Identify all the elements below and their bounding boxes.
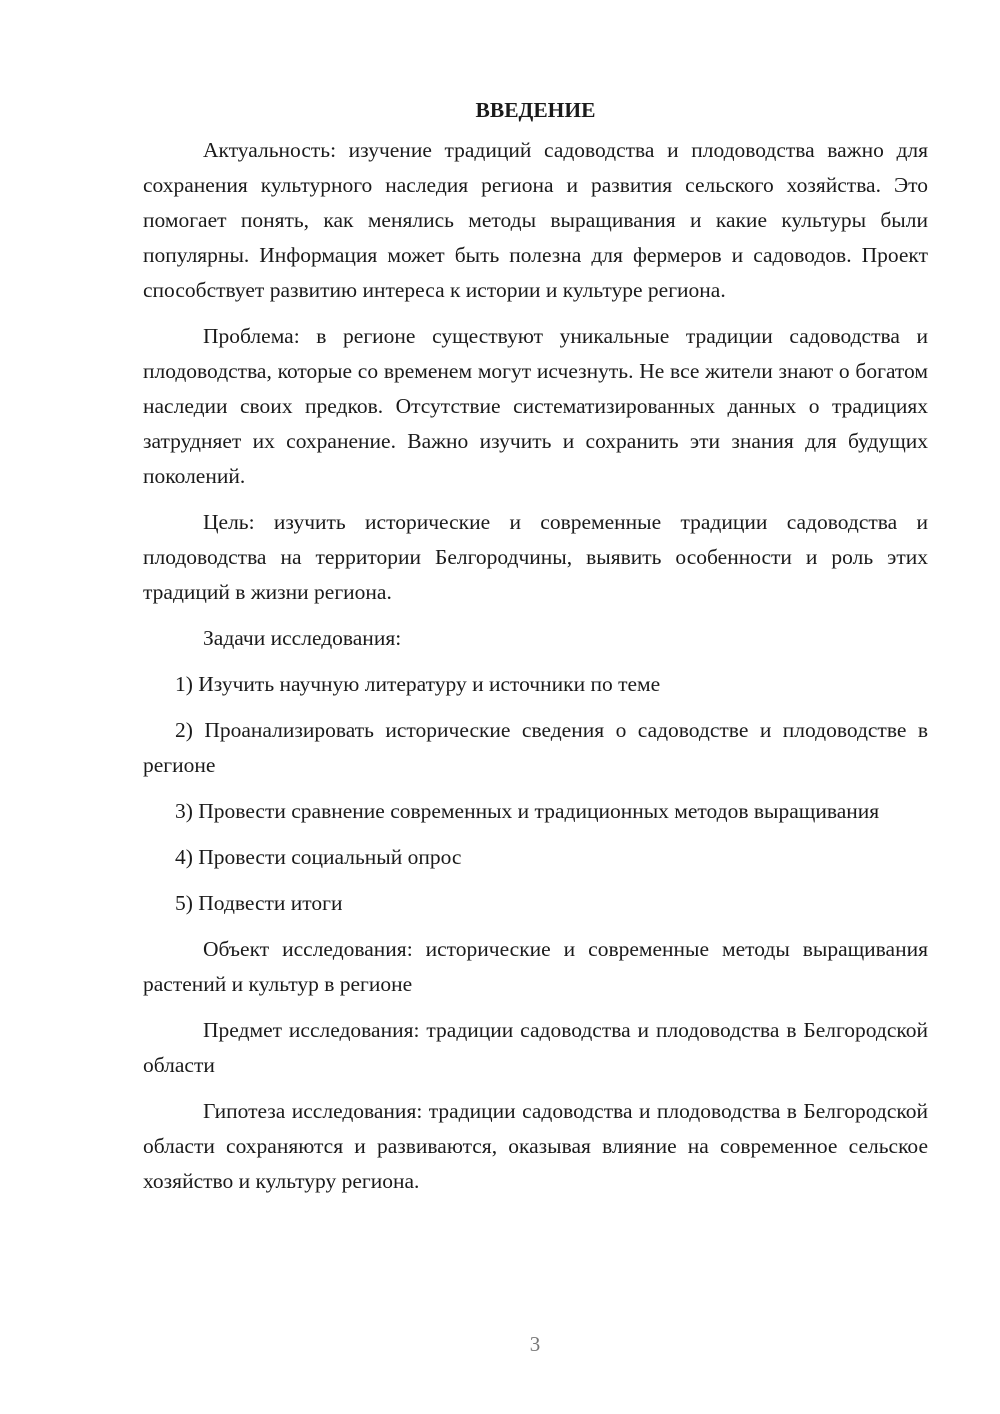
subject-paragraph: Предмет исследования: традиции садоводства и плодоводства в Белгородской области bbox=[143, 1018, 928, 1077]
page-number: 3 bbox=[529, 1332, 541, 1356]
problem-paragraph: Проблема: в регионе существуют уникальные традиции садоводства и плодоводства, которые со временем могут исчезнуть. Не все жители знают о богатом наследии своих предков. Отсутствие систематизированных данных о традициях затрудняет их сохранение. Важно изучить и сохранить эти знания для будущих поколений. bbox=[143, 324, 928, 488]
goal-paragraph: Цель: изучить исторические и современные традиции садоводства и плодоводства на территории Белгородчины, выявить особенности и роль этих традиций в жизни региона. bbox=[143, 510, 928, 604]
hypothesis-paragraph: Гипотеза исследования: традиции садоводства и плодоводства в Белгородской области сохраняются и развиваются, оказывая влияние на современное сельское хозяйство и культуру региона. bbox=[143, 1099, 928, 1193]
relevance-paragraph: Актуальность: изучение традиций садоводства и плодоводства важно для сохранения культурного наследия региона и развития сельского хозяйства. Это помогает понять, как менялись методы выращивания и какие культуры были популярны. Информация может быть полезна для фермеров и садоводов. Проект способствует развитию интереса к истории и культуре региона. bbox=[143, 138, 928, 302]
tasks-heading: Задачи исследования: bbox=[203, 626, 402, 650]
object-paragraph: Объект исследования: исторические и современные методы выращивания растений и культур в регионе bbox=[143, 937, 928, 996]
task-item-5: 5) Подвести итоги bbox=[175, 891, 343, 915]
document-page bbox=[143, 93, 928, 1210]
task-item-3: 3) Провести сравнение современных и традиционных методов выращивания bbox=[175, 799, 880, 823]
task-item-4: 4) Провести социальный опрос bbox=[175, 845, 462, 869]
section-title: ВВЕДЕНИЕ bbox=[475, 98, 596, 122]
task-item-2: 2) Проанализировать исторические сведения о садоводстве и плодоводстве в регионе bbox=[143, 718, 928, 777]
task-item-1: 1) Изучить научную литературу и источники по теме bbox=[175, 672, 661, 696]
